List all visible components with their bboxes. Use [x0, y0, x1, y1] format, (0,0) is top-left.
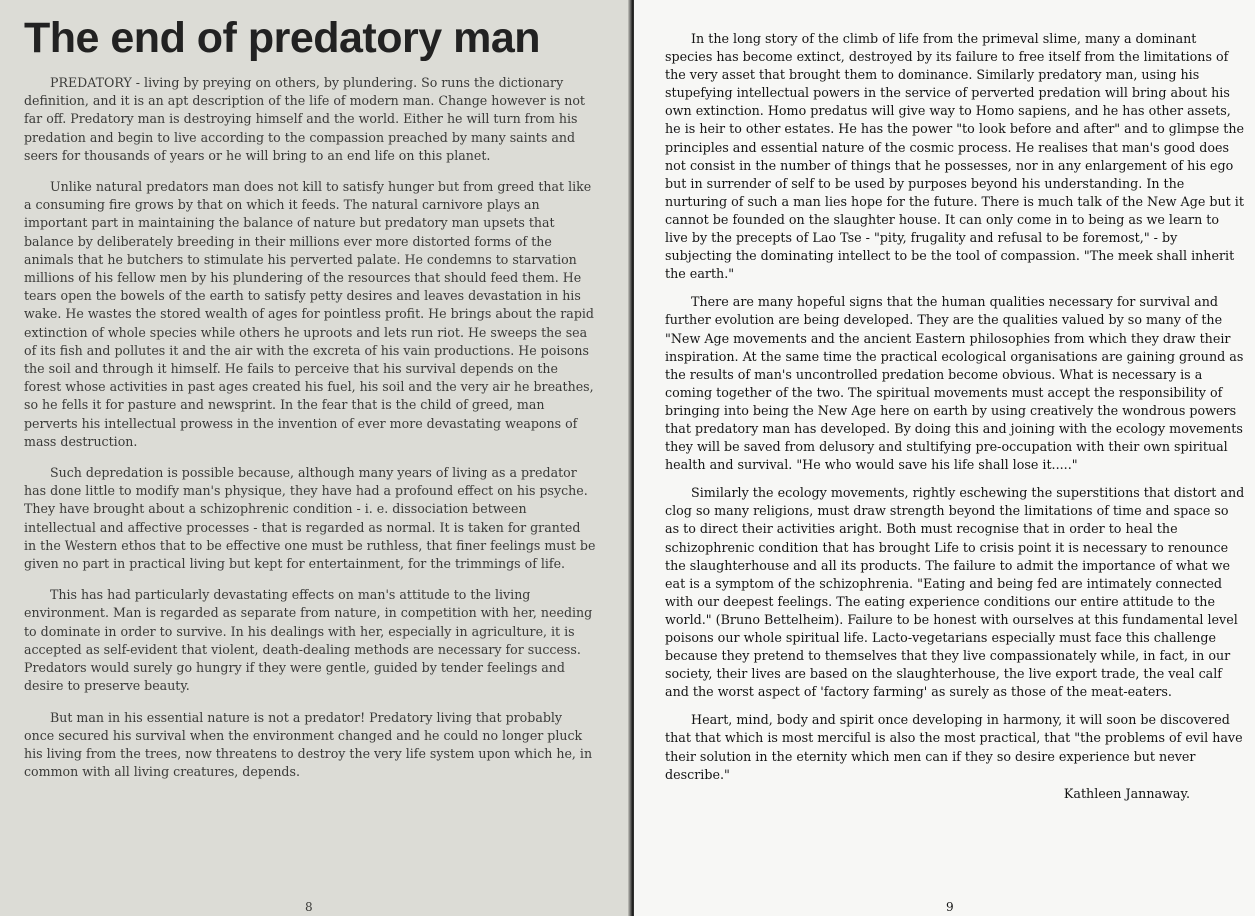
paragraph: Similarly the ecology movements, rightly eschewing the superstitions that distort and clog so many religions, must draw strength beyond the limitations of time and space so as to direct their activities aright. Both must recognise that in order to heal the schizophrenic condition that has brought Life to crisis point it is necessary to renounce the slaughterhouse and all its products. The failure to admit the importance of what we eat is a symptom of the schizophrenia. "Eating and being fed are intimately connected with our deepest feelings. The eating experience conditions our entire attitude to the world." (Bruno Bettelheim). Failure to be honest with ourselves at this fundamental level poisons our whole spiritual life. Lacto-vegetarians especially must face this challenge because they pretend to themselves that they live compassionately while, in fact, in our society, their lives are based on the slaughterhouse, the live export trade, the veal calf and the worst aspect of 'factory farming' as surely as those of the meat-eaters. [665, 485, 1245, 700]
paragraph: This has had particularly devastating effects on man's attitude to the living environment. Man is regarded as separate from nature, in competition with her, needing to dominate in order to survive. In his dealings with her, especially in agriculture, it is accepted as self-evident that violent, death-dealing methods are necessary for success. Predators would surely go hungry if they were gentle, guided by tender feelings and desire to preserve beauty. [24, 587, 593, 694]
author-signature: Kathleen Jannaway. [1063, 785, 1190, 801]
paragraph: Such depredation is possible because, although many years of living as a predator has done little to modify man's physique, they have had a profound effect on his psyche. They have brought about a schizophrenic condition - i. e. dissociation between intellectual and affective processes - that is regarded as normal. It is taken for granted in the Western ethos that to be effective one must be ruthless, that finer feelings must be given no part in practical living but kept for entertainment, for the trimmings of life. [24, 465, 596, 572]
paragraph: Unlike natural predators man does not kill to satisfy hunger but from greed that like a consuming fire grows by that on which it feeds. The natural carnivore plays an important part in maintaining the balance of nature but predatory man upsets that balance by deliberately breeding in their millions ever more distorted forms of the animals that he butchers to stimulate his perverted palate. He condemns to starvation millions of his fellow men by his plundering of the resources that should feed them. He tears open the bowels of the earth to satisfy petty desires and leaves devastation in his wake. He wastes the stored wealth of ages for pointless profit. He brings about the rapid extinction of whole species while others he uproots and lets run riot. He sweeps the sea of its fish and pollutes it and the air with the excreta of his vain productions. He poisons the soil and through it himself. He fails to perceive that his survival depends on the forest whose activities in past ages created his fuel, his soil and the very air he breathes, so he fells it for pasture and newsprint. In the fear that is the child of greed, man perverts his intellectual prowess in the invention of ever more devastating weapons of mass destruction. [24, 179, 594, 449]
paragraph: PREDATORY - living by preying on others, by plundering. So runs the dictionary definition, and it is an apt description of the life of modern man. Change however is not far off. Predatory man is destroying himself and the world. Either he will turn from his predation and begin to live according to the compassion preached by many saints and seers for thousands of years or he will bring to an end life on this planet. [24, 75, 585, 163]
article-title: The end of predatory man [24, 14, 541, 62]
page-number: 8 [305, 900, 313, 914]
right-page [634, 0, 1255, 916]
paragraph: Heart, mind, body and spirit once developing in harmony, it will soon be discovered that that which is most merciful is also the most practical, that "the problems of evil have their solution in the eternity which men can if they so desire experience but never describe." [665, 712, 1243, 782]
page-number: 9 [946, 900, 954, 914]
paragraph: There are many hopeful signs that the human qualities necessary for survival and further evolution are being developed. They are the qualities valued by so many of the "New Age movements and the ancient Eastern philosophies from which they draw their inspiration. At the same time the practical ecological organisations are gaining ground as the results of man's uncontrolled predation become obvious. What is necessary is a coming together of the two. The spiritual movements must accept the responsibility of bringing into being the New Age here on earth by using creatively the wondrous powers that predatory man has developed. By doing this and joining with the ecology movements they will be saved from delusory and stultifying pre-occupation with their own spiritual health and survival. "He who would save his life shall lose it....." [665, 294, 1244, 473]
paragraph: In the long story of the climb of life from the primeval slime, many a dominant species has become extinct, destroyed by its failure to free itself from the limitations of the very asset that brought them to dominance. Similarly predatory man, using his stupefying intellectual powers in the service of perverted predation will bring about his own extinction. Homo predatus will give way to Homo sapiens, and he has other assets, he is heir to other estates. He has the power "to look before and after" and to glimpse the principles and essential nature of the cosmic process. He realises that man's good does not consist in the number of things that he possesses, nor in any enlargement of his ego but in surrender of self to be used by purposes beyond his understanding. In the nurturing of such a man lies hope for the future. There is much talk of the New Age but it cannot be founded on the slaughter house. It can only come in to being as we learn to live by the precepts of Lao Tse - "pity, frugality and refusal to be foremost," - by subjecting the dominating intellect to be the tool of compassion. "The meek shall inherit the earth." [665, 31, 1245, 282]
paragraph: But man in his essential nature is not a predator! Predatory living that probably once secured his survival when the environment changed and he could no longer pluck his living from the trees, now threatens to destroy the very life system upon which he, in common with all living creatures, depends. [24, 709, 593, 780]
